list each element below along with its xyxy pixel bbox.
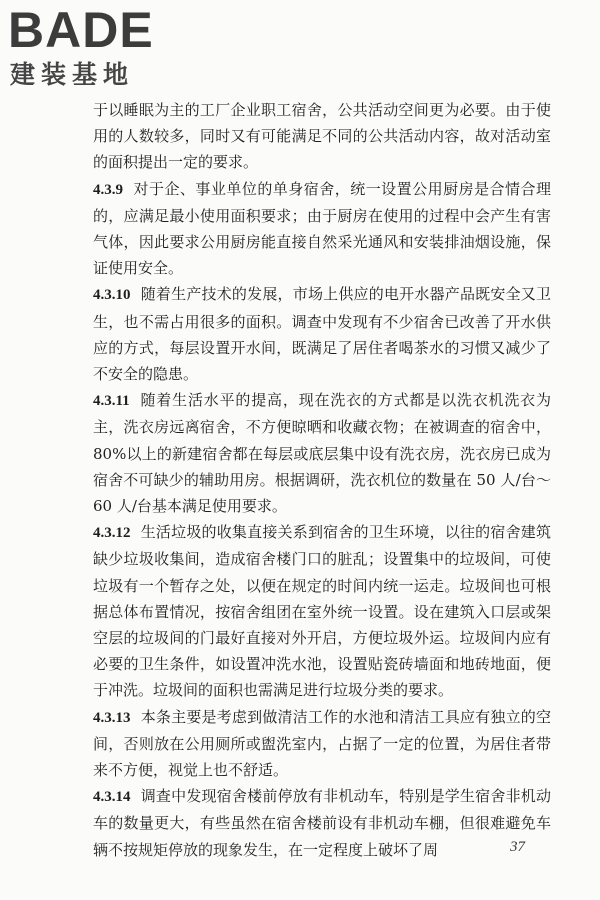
clause-number: 4.3.9 <box>93 181 123 198</box>
clause-4-3-14 <box>93 783 551 863</box>
document-body <box>93 97 551 863</box>
clause-number: 4.3.13 <box>93 709 131 726</box>
clause-4-3-13 <box>93 704 551 784</box>
bade-logo <box>8 4 178 94</box>
clause-number: 4.3.10 <box>93 287 131 304</box>
logo-subtitle: 建装基地 <box>10 60 135 89</box>
paragraph-text: 于以睡眠为主的工厂企业职工宿舍，公共活动空间更为必要。由于使用的人数较多，同时又有可能满足不同的公共活动内容，故对活动室的面积提出一定的要求。 <box>93 101 551 172</box>
page-number: 37 <box>510 839 525 855</box>
clause-number: 4.3.12 <box>93 525 131 542</box>
clause-text: 本条主要是考虑到做清洁工作的水池和清洁工具应有独立的空间，否则放在公用厕所或盥洗室内，占据了一定的位置，为居住者带来不方便，视觉上也不舒适。 <box>93 707 551 780</box>
clause-4-3-11 <box>93 387 551 519</box>
paragraph-continuation <box>93 97 551 176</box>
clause-text: 随着生产技术的发展，市场上供应的电开水器产品既安全又卫生，也不需占用很多的面积。调查中发现有不少宿舍已改善了开水供应的方式，每层设置开水间，既满足了居住者喝茶水的习惯又减少了不安全的隐患。 <box>93 285 551 384</box>
clause-4-3-12 <box>93 519 551 703</box>
clause-text: 调查中发现宿舍楼前停放有非机动车，特别是学生宿舍非机动车的数量更大，有些虽然在宿舍楼前设有非机动车棚，但很难避免车辆不按规矩停放的现象发生，在一定程度上破坏了周 <box>93 787 551 859</box>
clause-text: 对于企、事业单位的单身宿舍，统一设置公用厨房是合情合理的，应满足最小使用面积要求；由于厨房在使用的过程中会产生有害气体，因此要求公用厨房能直接自然采光通风和安装排油烟设施，保证使用安全。 <box>93 179 551 278</box>
logo-brand-text: BADE <box>8 2 154 58</box>
clause-text: 随着生活水平的提高，现在洗衣的方式都是以洗衣机洗衣为主，洗衣房远离宿舍，不方便晾晒和收藏衣物；在被调查的宿舍中，80%以上的新建宿舍都在每层或底层集中设有洗衣房，洗衣房已成为宿舍不可缺少的辅助用房。根据调研，洗衣机位的数量在 50 人/台～60 人/台基本满足使用要求。 <box>93 391 551 516</box>
clause-4-3-9 <box>93 176 551 282</box>
clause-4-3-10 <box>93 281 551 387</box>
clause-number: 4.3.14 <box>93 789 131 806</box>
clause-text: 生活垃圾的收集直接关系到宿舍的卫生环境，以往的宿舍建筑缺少垃圾收集间，造成宿舍楼门口的脏乱；设置集中的垃圾间，可使垃圾有一个暂存之处，以便在规定的时间内统一运走。垃圾间也可根据总体布置情况，按宿舍组团在室外统一设置。设在建筑入口层或架空层的垃圾间的门最好直接对外开启，方便垃圾外运。垃圾间内应有必要的卫生条件，如设置冲洗水池，设置贴瓷砖墙面和地砖地面，便于冲洗。垃圾间的面积也需满足进行垃圾分类的要求。 <box>93 523 551 700</box>
clause-number: 4.3.11 <box>93 393 130 410</box>
